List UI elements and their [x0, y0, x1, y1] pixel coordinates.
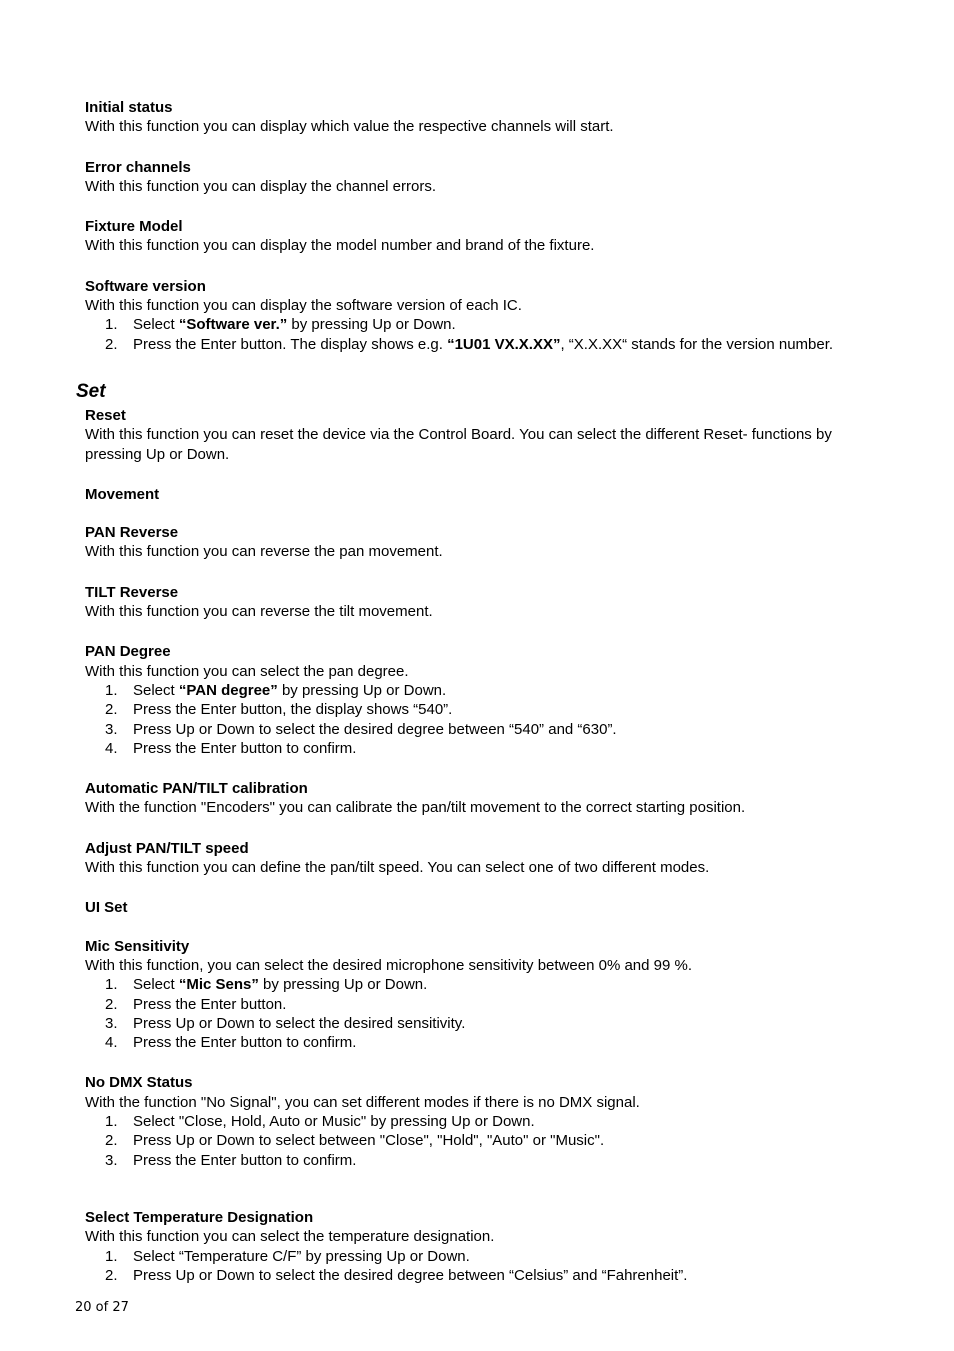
section-text: With this function you can display the model number and brand of the fixture. [85, 237, 595, 255]
step-number: 2. [105, 1132, 118, 1150]
section-text: With this function you can reverse the pan movement. [85, 543, 443, 561]
step-number: 2. [105, 335, 118, 353]
step-text: Press Up or Down to select the desired sensitivity. [133, 1014, 466, 1032]
section-text: With this function you can reverse the tilt movement. [85, 603, 433, 621]
list-item [85, 1131, 885, 1150]
list-item [85, 720, 885, 739]
section-heading: Select Temperature Designation [85, 1208, 314, 1226]
section-pan-degree [85, 642, 885, 758]
list-item [85, 995, 885, 1014]
step-number: 3. [105, 720, 118, 738]
step-text: Press the Enter button, the display shows “540”. [133, 701, 453, 719]
step-text: Press the Enter button to confirm. [133, 1034, 357, 1052]
section-heading: Fixture Model [85, 218, 183, 236]
list-item [85, 335, 885, 354]
section-heading: PAN Degree [85, 643, 171, 661]
step-text-part: by pressing Up or Down. [277, 681, 447, 699]
step-number: 3. [105, 1151, 118, 1169]
section-heading: Movement [85, 485, 160, 503]
step-text-bold: “Software ver.” [178, 316, 288, 334]
step-number: 2. [105, 701, 118, 719]
section-error-channels [85, 158, 885, 197]
step-text: Press the Enter button to confirm. [133, 739, 357, 757]
steps-list [85, 681, 885, 758]
section-initial-status [85, 98, 885, 137]
section-mic-sensitivity [85, 937, 885, 1053]
list-item [85, 1266, 885, 1285]
step-text: Press Up or Down to select between "Close", "Hold", "Auto" or "Music". [133, 1132, 605, 1150]
section-text: With this function you can display the channel errors. [85, 177, 437, 195]
step-number: 2. [105, 1266, 118, 1284]
step-text [133, 975, 427, 994]
steps-list [85, 975, 885, 1052]
section-reset [85, 406, 885, 464]
step-number: 2. [105, 995, 118, 1013]
step-number: 4. [105, 739, 118, 757]
step-text-part: Select [133, 976, 179, 994]
step-text-bold: “1U01 VX.X.XX” [447, 335, 561, 353]
section-heading: Error channels [85, 158, 191, 176]
step-number: 1. [105, 976, 118, 994]
section-text: With this function you can select the temperature designation. [85, 1228, 495, 1246]
step-number: 1. [105, 316, 118, 334]
section-heading: UI Set [85, 899, 128, 917]
section-speed [85, 839, 885, 878]
step-text: Press the Enter button to confirm. [133, 1151, 357, 1169]
step-text [133, 315, 456, 334]
section-heading: Automatic PAN/TILT calibration [85, 780, 308, 798]
step-number: 1. [105, 1247, 118, 1265]
section-heading: TILT Reverse [85, 583, 179, 601]
page-number: 20 of 27 [75, 1300, 129, 1315]
section-text: With this function you can select the pan degree. [85, 662, 409, 680]
step-text-part: by pressing Up or Down. [258, 976, 428, 994]
section-no-dmx-status [85, 1073, 885, 1169]
step-text-part: , “X.X.XX“ stands for the version number. [560, 335, 834, 353]
list-item [85, 1112, 885, 1131]
section-text: With this function, you can select the desired microphone sensitivity between 0% and 99 %. [85, 956, 692, 974]
step-text [133, 681, 446, 700]
step-text: Press Up or Down to select the desired degree between “Celsius” and “Fahrenheit”. [133, 1266, 688, 1284]
list-item [85, 700, 885, 719]
section-heading: Adjust PAN/TILT speed [85, 839, 249, 857]
step-text: Press the Enter button. [133, 995, 287, 1013]
section-movement [85, 485, 885, 504]
section-text: With the function "Encoders" you can calibrate the pan/tilt movement to the correct starting position. [85, 799, 746, 817]
section-fixture-model [85, 217, 885, 256]
step-number: 1. [105, 1113, 118, 1131]
section-software-version [85, 277, 885, 354]
list-item [85, 315, 885, 334]
step-number: 3. [105, 1014, 118, 1032]
section-calibration [85, 779, 885, 818]
step-text-part: by pressing Up or Down. [287, 316, 456, 334]
section-temperature [85, 1208, 885, 1285]
page-content [85, 98, 885, 375]
step-text-part: Select [133, 681, 179, 699]
section-heading: Software version [85, 277, 206, 295]
list-item [85, 1247, 885, 1266]
list-item [85, 1033, 885, 1052]
section-text: With this function you can reset the device via the Control Board. You can select the different Reset- functions by pressing Up or Down. [85, 426, 832, 463]
section-text: With the function "No Signal", you can set different modes if there is no DMX signal. [85, 1093, 640, 1111]
steps-list [85, 1112, 885, 1170]
step-text [133, 335, 833, 354]
section-title-set: Set [76, 381, 106, 402]
step-text-bold: “Mic Sens” [178, 976, 259, 994]
page-content-set [85, 406, 885, 1306]
step-text-part: Select [133, 316, 179, 334]
steps-list [85, 315, 885, 354]
section-heading: No DMX Status [85, 1074, 193, 1092]
section-ui-set [85, 898, 885, 917]
step-text: Select "Close, Hold, Auto or Music" by pressing Up or Down. [133, 1113, 535, 1131]
step-text: Press Up or Down to select the desired degree between “540” and “630”. [133, 720, 617, 738]
section-text: With this function you can display which value the respective channels will start. [85, 118, 614, 136]
section-heading: Reset [85, 407, 126, 424]
section-text: With this function you can display the software version of each IC. [85, 297, 522, 315]
step-text-part: Press the Enter button. The display shows e.g. [133, 335, 448, 353]
section-tilt-reverse [85, 583, 885, 622]
list-item [85, 681, 885, 700]
section-heading: Initial status [85, 99, 173, 116]
list-item [85, 739, 885, 758]
list-item [85, 1014, 885, 1033]
section-heading: PAN Reverse [85, 524, 179, 542]
section-text: With this function you can define the pan/tilt speed. You can select one of two different modes. [85, 859, 710, 877]
section-pan-reverse [85, 523, 885, 562]
steps-list [85, 1247, 885, 1286]
step-number: 4. [105, 1034, 118, 1052]
step-text-bold: “PAN degree” [178, 681, 278, 699]
list-item [85, 1151, 885, 1170]
list-item [85, 975, 885, 994]
step-number: 1. [105, 681, 118, 699]
step-text: Select “Temperature C/F” by pressing Up or Down. [133, 1247, 470, 1265]
section-heading: Mic Sensitivity [85, 937, 190, 955]
